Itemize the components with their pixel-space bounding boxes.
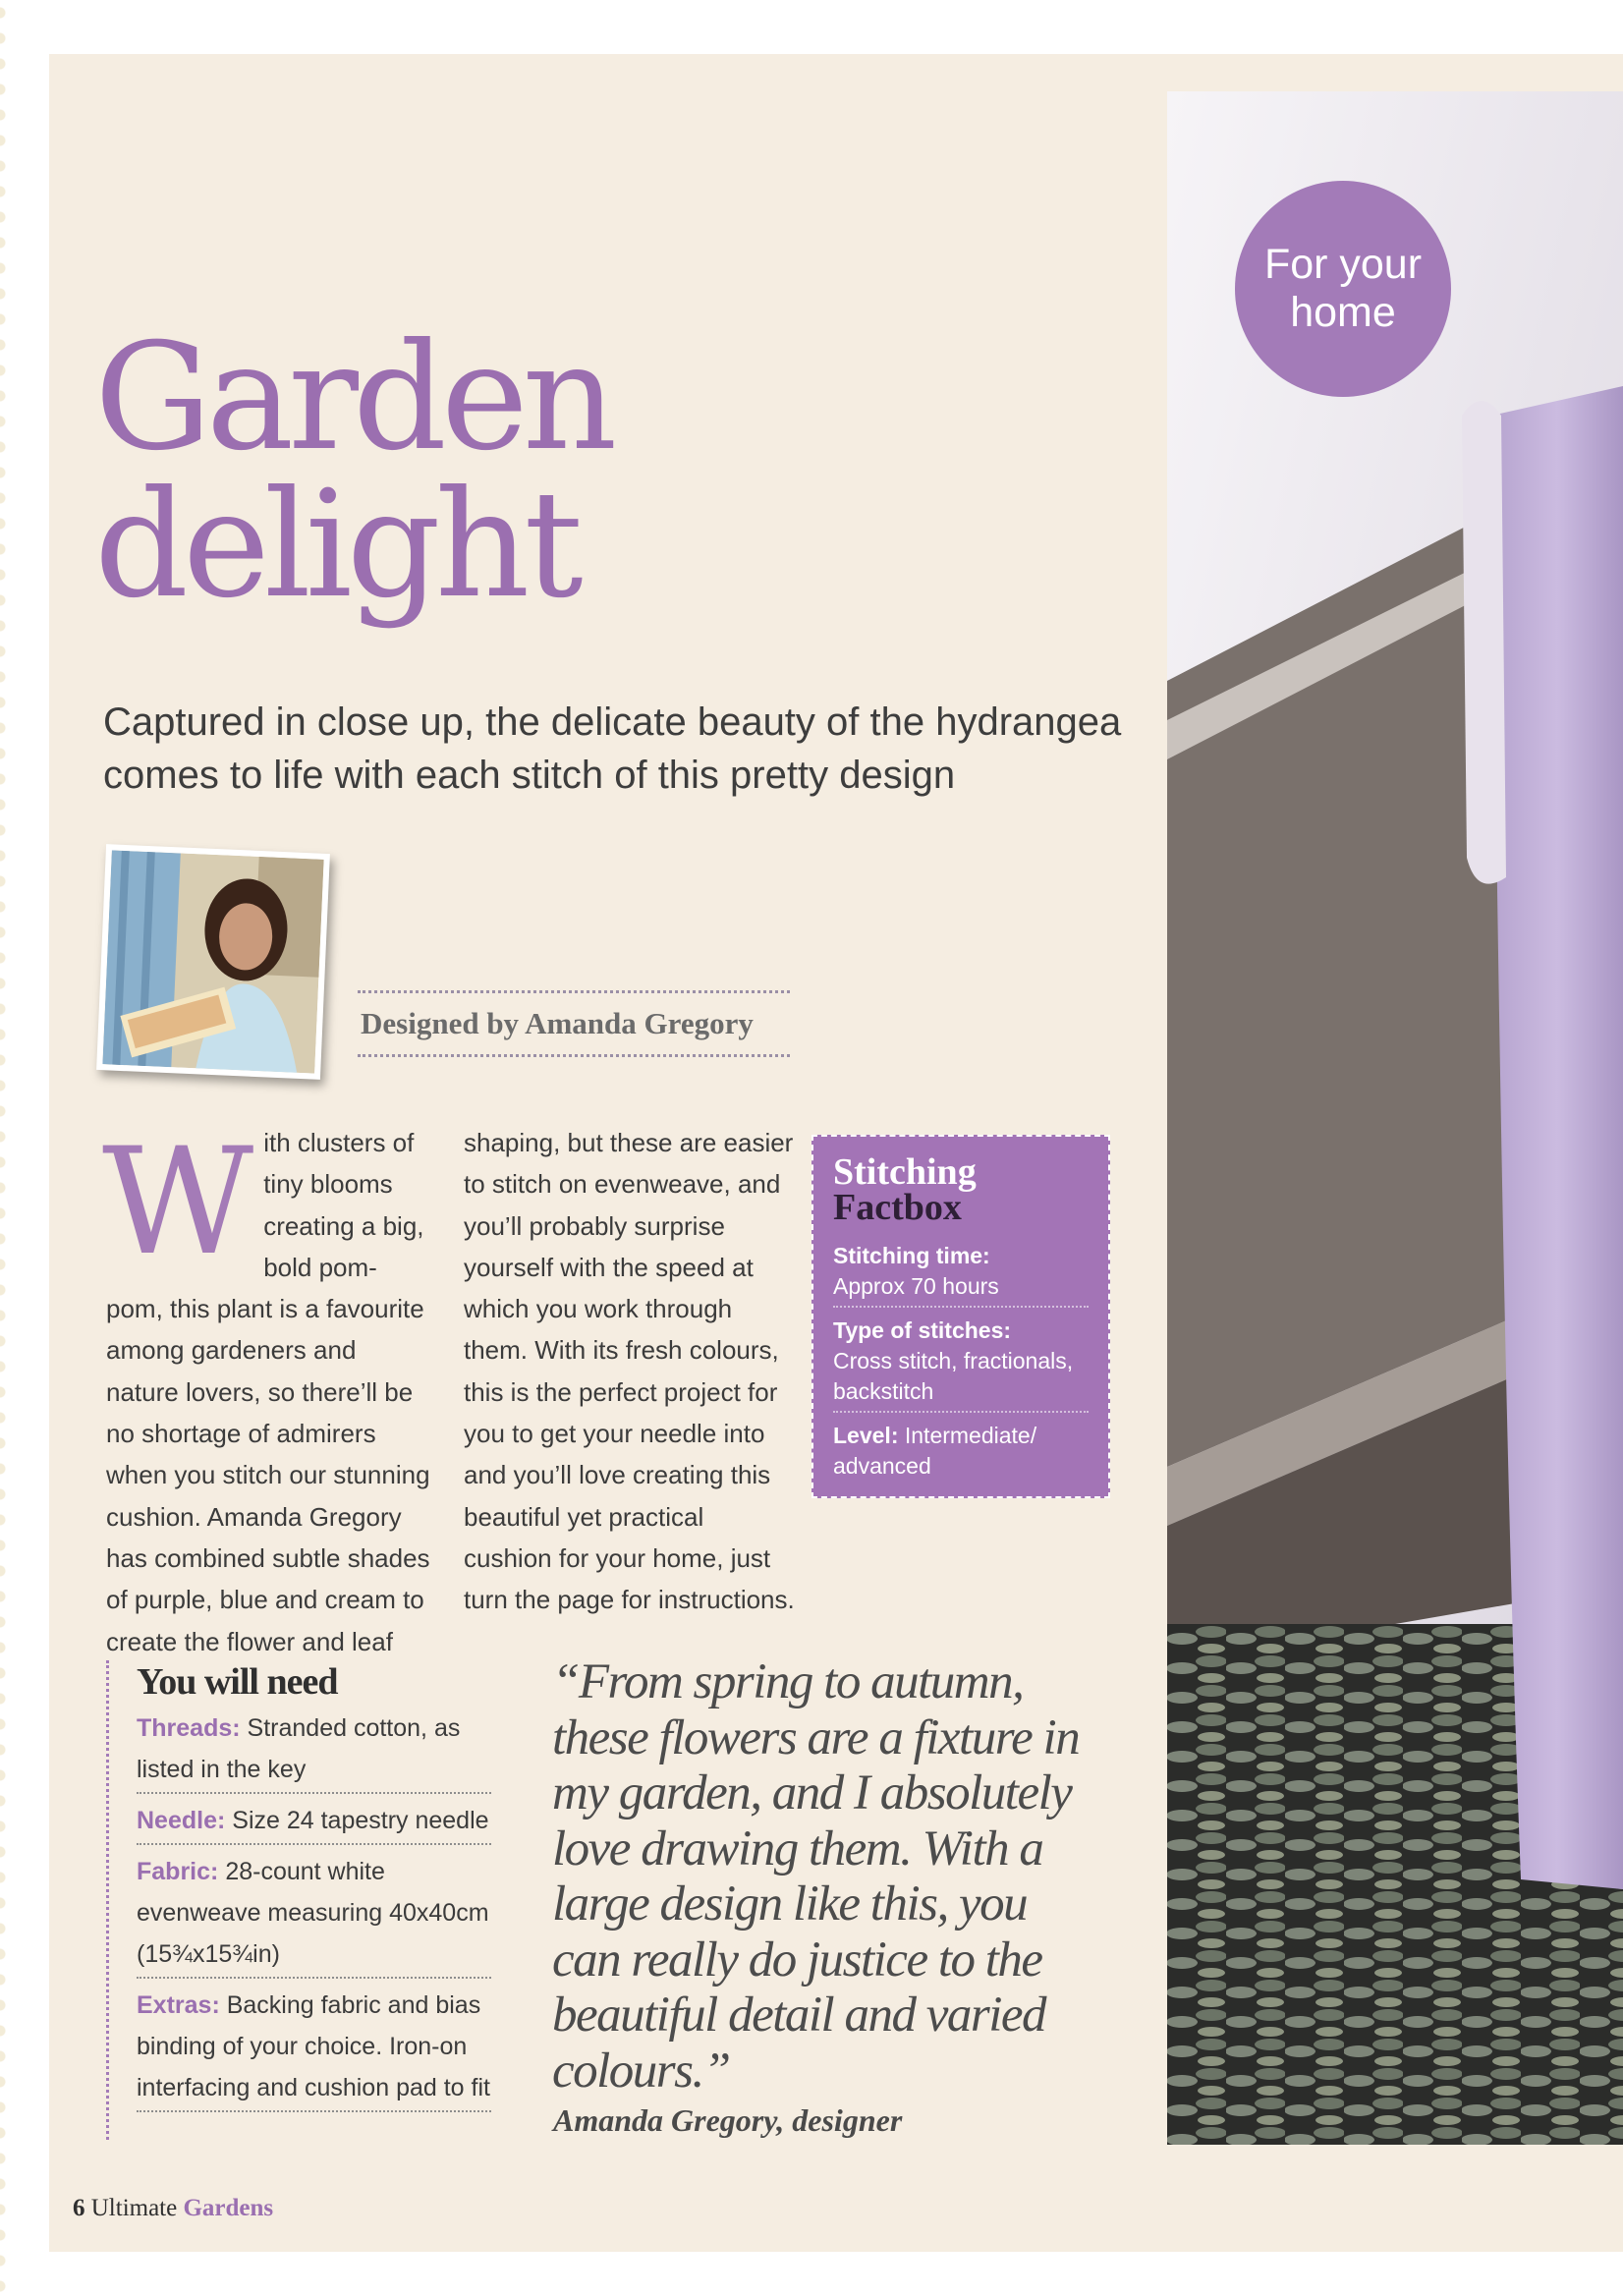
pull-quote: “From spring to autumn, these flowers are a fixture in my garden, and I absolutely love drawing them. With a large design like this, you can really do justice to the beautiful detail and varied colours.” (552, 1654, 1080, 2099)
magazine-name-1: Ultimate (90, 2195, 178, 2221)
intro-column-2: shaping, but these are easier to stitch on evenweave, and you’ll probably surprise yourself with the speed at which you work through them. With its fresh colours, this is the perfect project for you to get your needle into and you’ll love creating this beautiful yet practical cushion for your home, just turn the page for instructions. (464, 1128, 795, 1615)
factbox-label: Stitching time: (833, 1243, 990, 1268)
need-label: Extras: (137, 1991, 220, 2019)
need-label: Threads: (137, 1714, 241, 1742)
need-item (137, 1985, 491, 2112)
factbox-item (833, 1239, 1089, 1308)
need-item (137, 1800, 491, 1845)
stitching-factbox (812, 1135, 1110, 1498)
factbox-title-2: Factbox (833, 1187, 962, 1228)
need-value: Size 24 tapestry needle (232, 1807, 489, 1834)
factbox-value: Cross stitch, fractionals, backstitch (833, 1348, 1074, 1404)
badge-line-1: For your (1263, 241, 1423, 288)
page-number: 6 (73, 2195, 85, 2221)
need-value: Backing fabric and bias binding of your choice. Iron-on interfacing and cushion pad to fit (137, 1991, 490, 2101)
binding-holes (0, 0, 14, 2296)
factbox-label: Type of stitches: (833, 1317, 1012, 1343)
need-item (137, 1851, 491, 1979)
need-value: Stranded cotton, as listed in the key (137, 1714, 461, 1783)
intro-column-1 (102, 1117, 430, 1662)
need-label: Fabric: (137, 1858, 219, 1885)
factbox-title-1: Stitching (833, 1151, 977, 1193)
intro-text-1: ith clusters of tiny blooms creating a big, bold pom-pom, this plant is a favourite among gardeners and nature lovers, so there’ll be no shortage of admirers when you stitch our stunning cushion. Amanda Gregory has combined subtle shades of purple, blue and cream to create the flower and leaf (106, 1128, 430, 1656)
page-folio (73, 2195, 273, 2222)
quote-attribution: Amanda Gregory, designer (553, 2102, 903, 2138)
standfirst: Captured in close up, the delicate beauty of the hydrangea comes to life with each stitch of this pretty design (103, 700, 1122, 797)
byline-text: Designed by Amanda Gregory (361, 1006, 754, 1040)
need-item (137, 1708, 491, 1794)
for-your-home-badge (1235, 181, 1451, 397)
cushion-photo (1167, 91, 1623, 2145)
title-line-2: delight (94, 460, 578, 631)
factbox-value: Approx 70 hours (833, 1273, 999, 1299)
badge-line-2: home (1290, 289, 1396, 336)
factbox-item (833, 1419, 1089, 1485)
drop-cap: W (102, 1117, 254, 1288)
magazine-name-2: Gardens (183, 2195, 274, 2221)
need-label: Needle: (137, 1807, 226, 1834)
factbox-item (833, 1314, 1089, 1413)
you-will-need-box (106, 1660, 491, 2140)
you-will-need-title: You will need (137, 1661, 338, 1703)
designer-portrait (96, 844, 330, 1080)
title-line-1: Garden (94, 312, 612, 483)
designer-byline (358, 990, 790, 1057)
factbox-value: Intermediate/ advanced (833, 1423, 1037, 1479)
factbox-label: Level: (833, 1423, 899, 1448)
need-value: 28-count white evenweave measuring 40x40cm (15¾x15¾in) (137, 1858, 489, 1968)
page-title (94, 312, 612, 631)
